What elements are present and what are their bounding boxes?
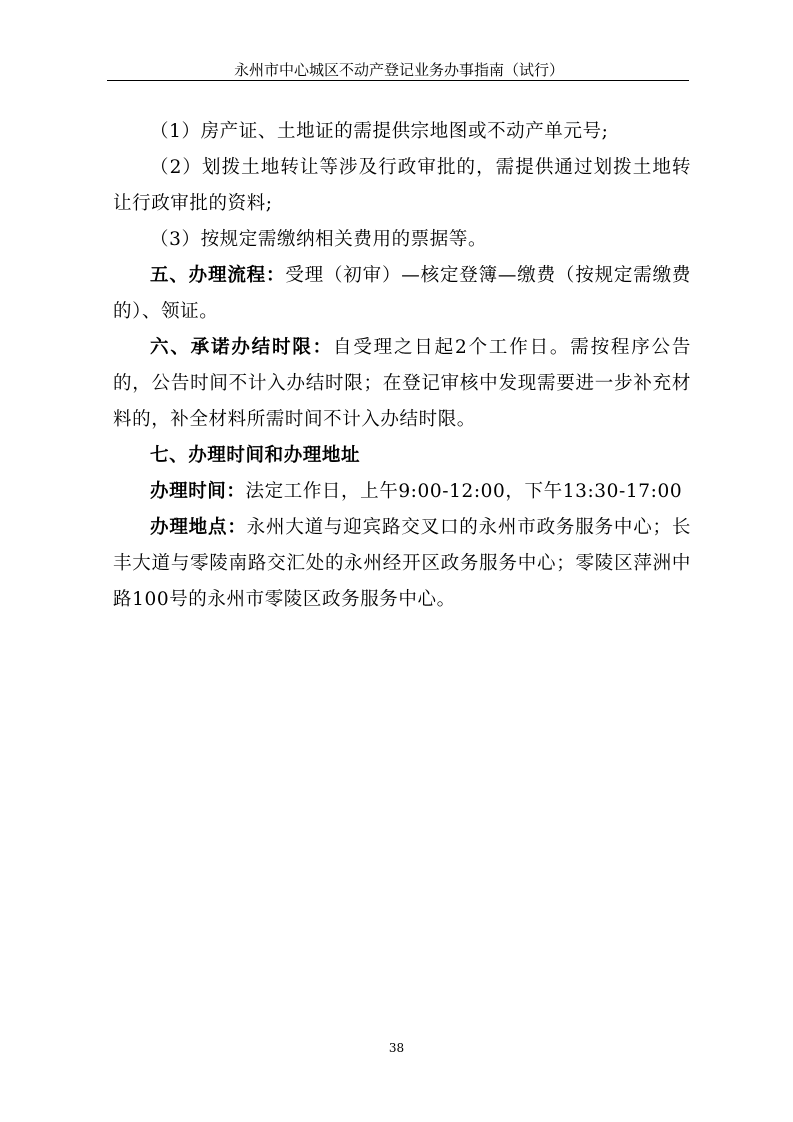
running-header: 永州市中心城区不动产登记业务办事指南（试行） xyxy=(233,61,564,79)
section-time-address-heading: 七、办理时间和办理地址 xyxy=(150,445,361,466)
material-item-2: （2）划拨土地转让等涉及行政审批的，需提供通过划拨土地转让行政审批的资料; xyxy=(113,157,691,214)
section-process-text: 受理（初审）—核定登簿—缴费（按规定需缴费的）、领证。 xyxy=(113,265,691,322)
office-address xyxy=(113,510,691,618)
office-address-text: 永州大道与迎宾路交叉口的永州市政务服务中心；长丰大道与零陵南路交汇处的永州经开区政务服务中心；零陵区萍洲中路100号的永州市零陵区政务服务中心。 xyxy=(113,517,691,610)
page-number: 38 xyxy=(388,1041,405,1055)
office-hours-label: 办理时间： xyxy=(150,481,246,502)
section-deadline-text: 自受理之日起2个工作日。需按程序公告的，公告时间不计入办结时限；在登记审核中发现需要进一步补充材料的，补全材料所需时间不计入办结时限。 xyxy=(113,337,691,430)
office-address-label: 办理地点： xyxy=(150,517,247,538)
section-deadline-heading: 六、承诺办结时限： xyxy=(150,337,333,358)
header-rule xyxy=(107,80,689,81)
material-item-1: （1）房产证、土地证的需提供宗地图或不动产单元号; xyxy=(150,121,609,142)
document-body xyxy=(113,114,691,618)
section-deadline xyxy=(113,330,691,438)
section-process-heading: 五、办理流程： xyxy=(150,265,286,286)
section-process xyxy=(113,258,691,330)
office-hours xyxy=(113,474,691,510)
material-item-3: （3）按规定需缴纳相关费用的票据等。 xyxy=(150,229,488,250)
office-hours-text: 法定工作日，上午9:00-12:00，下午13:30-17:00 xyxy=(245,481,683,502)
